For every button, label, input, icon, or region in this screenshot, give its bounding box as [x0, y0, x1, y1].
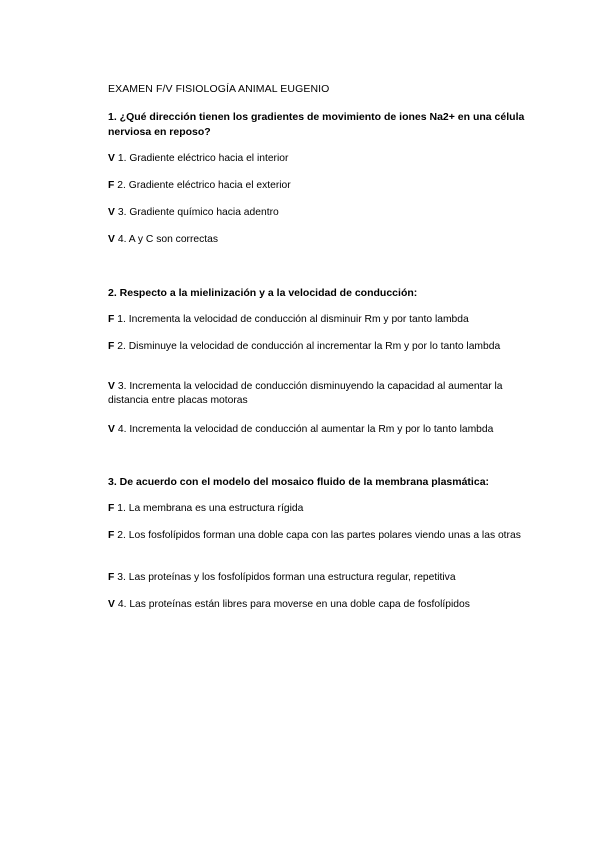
- question-2: [108, 286, 528, 301]
- answer-item: [108, 340, 528, 354]
- answer-mark: V: [108, 234, 115, 245]
- answer-mark: F: [108, 314, 115, 325]
- answer-text: 4. A y C son correctas: [117, 234, 219, 245]
- answer-text: 3. Gradiente químico hacia adentro: [117, 207, 279, 218]
- question-text: 2. Respecto a la mielinización y a la velocidad de conducción:: [108, 287, 418, 299]
- answer-mark: F: [108, 503, 115, 514]
- answer-text: 1. Incrementa la velocidad de conducción al disminuir Rm y por tanto lambda: [117, 314, 469, 325]
- answer-item: [108, 423, 528, 437]
- document-title: EXAMEN F/V FISIOLOGÍA ANIMAL EUGENIO: [108, 83, 330, 95]
- answer-item: [108, 380, 528, 408]
- answer-text: 3. Incrementa la velocidad de conducción disminuyendo la capacidad al aumentar la distancia entre placas motoras: [108, 381, 503, 406]
- answer-text: 4. Incrementa la velocidad de conducción al aumentar la Rm y por lo tanto lambda: [117, 424, 494, 435]
- answer-item: [108, 598, 528, 612]
- question-text: 3. De acuerdo con el modelo del mosaico fluido de la membrana plasmática:: [108, 476, 490, 488]
- answer-item: [108, 502, 528, 516]
- answer-item: [108, 206, 528, 220]
- answer-text: 4. Las proteínas están libres para moverse en una doble capa de fosfolípidos: [117, 599, 470, 610]
- answer-item: [108, 152, 528, 166]
- answer-text: 1. Gradiente eléctrico hacia el interior: [117, 153, 289, 164]
- answer-item: [108, 233, 528, 247]
- answer-mark: V: [108, 381, 115, 392]
- question-1: [108, 110, 528, 140]
- answer-mark: F: [108, 180, 115, 191]
- question-3: [108, 475, 528, 490]
- question-text: 1. ¿Qué dirección tienen los gradientes de movimiento de iones Na2+ en una célula nerviosa en reposo?: [108, 111, 525, 138]
- answer-mark: F: [108, 530, 115, 541]
- answer-text: 1. La membrana es una estructura rígida: [117, 503, 304, 514]
- answer-mark: F: [108, 341, 115, 352]
- answer-text: 3. Las proteínas y los fosfolípidos forman una estructura regular, repetitiva: [117, 572, 456, 583]
- answer-text: 2. Disminuye la velocidad de conducción al incrementar la Rm y por lo tanto lambda: [117, 341, 501, 352]
- answer-item: [108, 529, 528, 543]
- answer-mark: V: [108, 153, 115, 164]
- answer-text: 2. Gradiente eléctrico hacia el exterior: [117, 180, 291, 191]
- answer-mark: V: [108, 207, 115, 218]
- answer-mark: V: [108, 424, 115, 435]
- answer-mark: V: [108, 599, 115, 610]
- answer-mark: F: [108, 572, 115, 583]
- answer-item: [108, 313, 528, 327]
- answer-text: 2. Los fosfolípidos forman una doble capa con las partes polares viendo unas a las otras: [117, 530, 521, 541]
- answer-item: [108, 571, 528, 585]
- answer-item: [108, 179, 528, 193]
